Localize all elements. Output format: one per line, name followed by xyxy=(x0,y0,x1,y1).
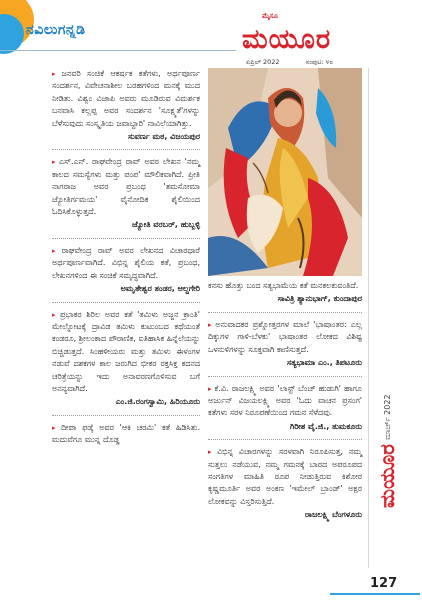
letter-divider xyxy=(52,415,200,416)
section-title: ನವಿಲುಗನ್ನಡಿ xyxy=(26,22,86,38)
letter-divider xyxy=(52,302,200,303)
letter-divider xyxy=(52,149,200,150)
letter-item xyxy=(208,446,362,521)
letter-text: ▸ ಎಸ್.ಎನ್. ರಾಘವೇಂದ್ರ ರಾವ್ ಅವರ ಲೇಖನ 'ನಮ್ಮ ಕಾಲದ ಸಮಸ್ಯೆಗಳು ಮತ್ತು ಪಂಪ' ಮೌಲಿಕವಾಗಿದೆ. ಪ್ರೀತಿ ನಾಗರಾಜ ಅವರ ಪ್ರಬಂಧ 'ತಮಸೋಮಾ ಜ್ಯೋತಿರ್ಗಮಯ' ವೈನೋದಿಕ ಶೈಲಿಯಿಂದ ಓದಿಸಿಕೊಳ್ಳುತ್ತದೆ. xyxy=(52,157,200,216)
page-number: 127 xyxy=(370,576,398,591)
letter-text: ▸ ರಾಘವೇಂದ್ರ ರಾವ್ ಅವರ ಲೇಖನದ ವಿಚಾರಧಾರೆ ಅರ್ಥಪೂರ್ಣವಾಗಿದೆ. ವಿಭಿನ್ನ ಶೈಲಿಯ ಕತೆ, ಪ್ರಬಂಧ, ಲೇಖನಗಳಿಂದ ಈ ಸಂಚಿಕೆ ಸಮೃದ್ಧವಾಗಿದೆ. xyxy=(52,246,200,280)
letter-item xyxy=(52,156,200,231)
letter-signature: ಸುವರ್ಣ ಮಠ, ವಿಜಯಪುರ xyxy=(127,132,200,142)
painting-svg xyxy=(208,68,362,276)
letter-signature: ಜ್ಯೋತಿ ವರಬರ್, ಹುಬ್ಬಳ್ಳಿ xyxy=(132,220,200,230)
letter-signature: ಸಾವಿತ್ರಿ ಶ್ಯಾನುಭಾಗ್, ಕುಂದಾಪುರ xyxy=(277,294,362,304)
letter-text: ▸ ಜನವರಿ ಸಂಚಿಕೆ ಆಕರ್ಷಕ ಕತೆಗಳು, ಅರ್ಥಪೂರ್ಣ ಸಂದರ್ಶನ, ವಿವೇಚನಾಶೀಲ ಬರಹಗಳಿಂದ ಮನಕ್ಕೆ ಮುದ ನೀಡಿತು. ವಿಶ್ವಂ ವಿಜಾಪಿ ಅವರು ಮೂಡಿರುವ ವಿಮರ್ಶಕ ಬನವಾಸಿ ಕಲ್ಲಪ್ಪ ಅವರ ಸಂದರ್ಶನ 'ಸೂಕ್ಷ್ಮತೆ'ಗಳನ್ನು ಬೆಳೆಸುವುದು ಸಂಸ್ಕೃತಿಯ ಜವಾಬ್ದಾರಿ' ನಾವಿಲೆಯಾಗಿತ್ತು. xyxy=(52,69,200,128)
letter-text: ▸ ಅನುವಾದಕರ ಪ್ರಶ್ನೋತ್ತರಗಳ ಮಾಲೆ 'ಭಾಷಾಂತರ: ಎಲ್ಲ ದಿಕ್ಕುಗಳ ಗಾಳಿ-ಬೆಳಕು' ಭಾಷಾಂತರ ಲೋಕದ ವಿಶಿಷ್ಟ ಒಳನುಳಿಗಳನ್ನು ಸೂಕ್ತವಾಗಿ ಕಾಣಿಸುತ್ತದೆ. xyxy=(208,320,362,354)
right-column xyxy=(208,308,362,528)
logo-tagline: ಮೈಸೂ xyxy=(262,12,278,20)
left-column xyxy=(52,68,200,453)
bottom-accent-line xyxy=(330,593,420,595)
letter-item xyxy=(52,309,200,409)
letter-signature: ರಾಜಲಕ್ಷ್ಮಿ ಬೆಂಗಳೂರು xyxy=(304,510,362,520)
letter-divider xyxy=(208,312,362,313)
issue-info xyxy=(246,58,357,67)
issue-month: ಏಪ್ರಿಲ್ 2022 xyxy=(246,58,280,66)
letter-signature: ಗಿರೀಶ ವೈ.ಜಿ., ತುಮಕೂರು xyxy=(289,421,362,431)
issue-date-vertical: ಮಾರ್ಚ್ 2022 xyxy=(383,394,392,440)
issue-number: ಸಂಪುಟ: ೪೮ xyxy=(305,58,334,66)
letter-item xyxy=(52,422,200,447)
letter-item xyxy=(52,68,200,143)
side-divider xyxy=(368,68,369,568)
letter-text: ▸ ಕೆ.ವಿ. ರಾಜಲಕ್ಷ್ಮಿ ಅವರ 'ಲಾಸ್ಟ್ ಬೆಂಚ್ ಹುಡುಗಿ' ಹಾಗೂ ಅರ್ಜುನ್ ವಿಜಯಲಕ್ಷ್ಮಿ ಅವರ 'ಓದು ವಾಚನ ಪ್ರಸಂಗ' ಕತೆಗಳು ಸರಳ ನಿರೂಪಣೆಯಿಂದ ಗಮನ ಸೆಳೆದವು. xyxy=(208,384,362,418)
letter-signature: ಎಂ.ಜಿ.ರಂಗಸ್ವಾಮಿ, ಹಿರಿಯೂರು xyxy=(115,397,200,407)
letter-text: ▸ ವಿಭಿನ್ನ ವಿಚಾರಗಳನ್ನು ಸರಳವಾಗಿ ನಿರೂಪಿಸುತ್ತ, ನಮ್ಮ ಸುತ್ತಲು ನಡೆಯುವ, ನಮ್ಮ ಗಮನಕ್ಕೆ ಬಾರದ ಅಪರೂಪದ ಸಂಗತಿಗಳ ಮಾಹಿತಿ ರೂಪ ನೀಡುತ್ತಿರುವ ಕಿಶೋರ ಕೃಷ್ಣಮೂರ್ತಿ ಅವರ ಅಂಕಣ 'ಇಮೇಲ್ ಬ್ರಾಂಡ್' ಅಕ್ಷರ ಲೋಕವನ್ನು ವಿಸ್ತರಿಸುತ್ತಿದೆ. xyxy=(208,447,362,506)
painting-illustration xyxy=(208,68,362,276)
letter-signature: ಸತ್ಯಭಾಮಾ ಎಂ., ತಿಪಟೂರು xyxy=(286,358,362,368)
letter-item xyxy=(208,383,362,434)
letter-divider xyxy=(52,238,200,239)
letter-text: ಕನಸು ಹೊತ್ತು ಬಂದ ಸತ್ಯಭಾಮೆಯ ಕತೆ ಮನಕಲಕುವಂತಿದೆ. xyxy=(208,281,359,290)
art-caption-letter xyxy=(208,280,362,306)
letter-divider xyxy=(208,376,362,377)
side-logo-vertical: ಮಯೂರ xyxy=(375,444,399,508)
letter-text: ▸ ದೀಪಾ ಫಡ್ಕೆ ಅವರ 'ಆಕಿ ಚರಮಿ' ಕತೆ ಹಿಡಿಸಿತು. ಮದುವೆಗೂ ಮುನ್ನ ದೊಡ್ಡ xyxy=(52,423,200,444)
letter-divider xyxy=(208,439,362,440)
letter-signature: ಅಮೃತೇಶ್ವರ ತಂಡರ, ಆಲ್ದಗೇರಿ xyxy=(120,284,200,294)
magazine-logo: ಮಯೂರ xyxy=(242,24,332,55)
letter-item xyxy=(52,245,200,296)
letter-text: ▸ ಪ್ರಭಾಕರ ಶಿರಿಲ ಅವರ ಕತೆ 'ತಮಿಳು ಅಜ್ಜನ ಕ್ರಾಂತಿ' ಮೇಲ್ನೋಟಕ್ಕೆ ದ್ರಾವಿಡ ತಮಿಳು ಕುಟುಂಬದ ಕಥೆಯಂತೆ ಕಂಡರೂ, ಶ್ರೀಲಂಕಾದ ಪೌರಾಣಿಕ, ಐತಿಹಾಸಿಕ ಹಿನ್ನೆಲೆಯನ್ನು ಬಿಚ್ಚಿಡುತ್ತದೆ. ಸಿಂಹಳೀಯರು ಮತ್ತು ತಮಿಳು ಈಳಂಗಳ ನಡುವೆ ದಶಕಗಳ ಕಾಲ ಜರುಗಿದ ಭೀಕರ ರಕ್ತಸಿಕ್ತ ಕದನದ ಚರಿತ್ರೆಯನ್ನು ಇದು ಅನಾವರಣಗೊಳಿಸುವ ಬಗೆ ಅನನ್ಯವಾಗಿದೆ. xyxy=(52,310,200,393)
header-divider xyxy=(0,50,236,51)
letter-item xyxy=(208,319,362,370)
